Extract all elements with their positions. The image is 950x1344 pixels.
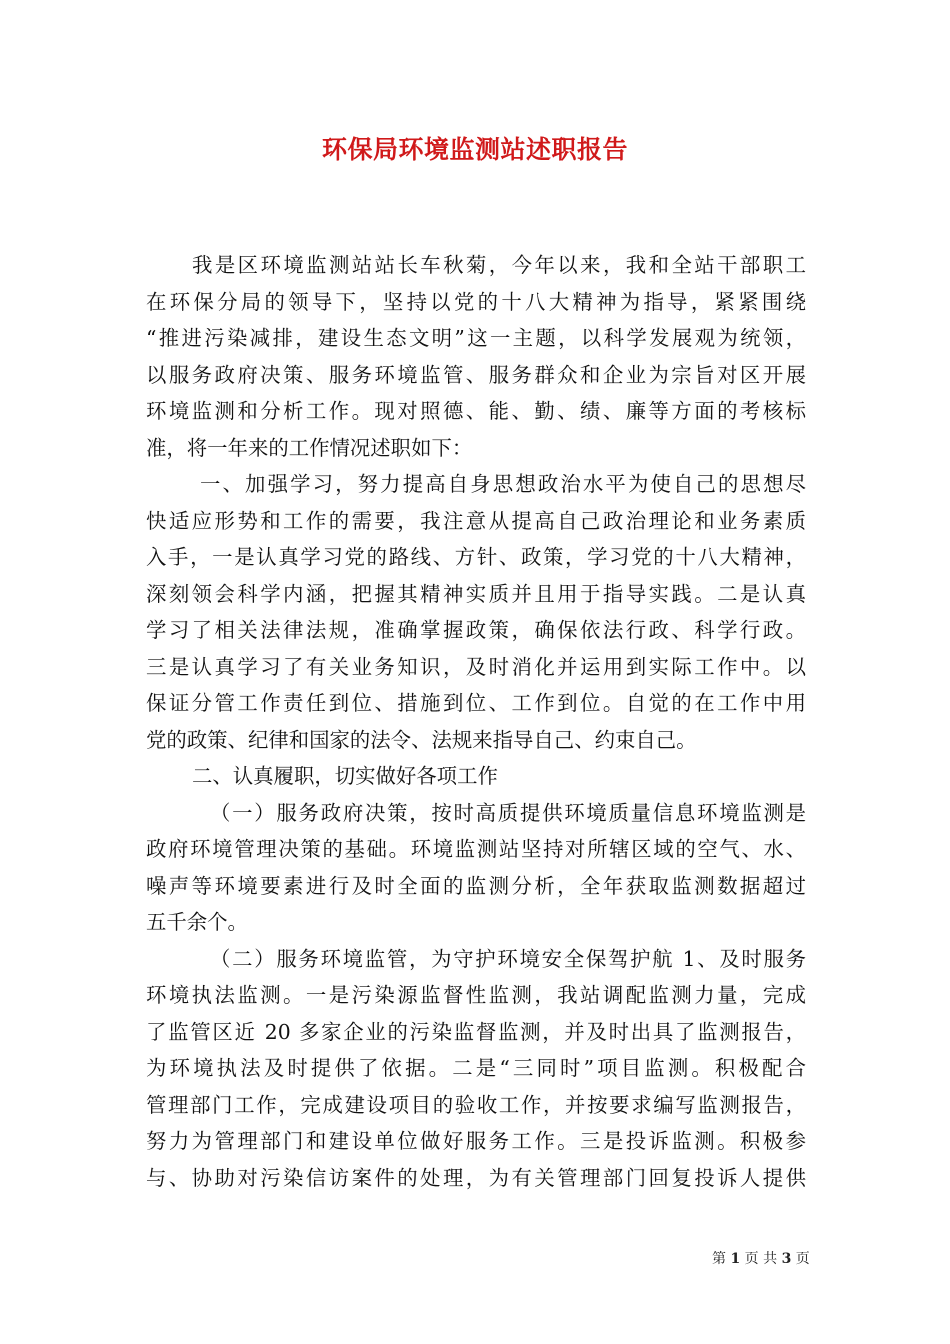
footer-mid: 页 共 (744, 1251, 778, 1267)
current-page-number: 1 (730, 1251, 741, 1267)
text-line: “推进污染减排，建设生态文明”这一主题，以科学发展观为统领， (146, 326, 806, 350)
text-line: 与、协助对污染信访案件的处理，为有关管理部门回复投诉人提供 (146, 1165, 806, 1190)
section-heading: 一、加强学习，努力提高自身思想政治水平为使自己的思想尽 (200, 472, 806, 496)
footer-prefix: 第 (712, 1251, 726, 1267)
subsection-line: （二）服务环境监管，为守护环境安全保驾护航 1、及时服务 (210, 946, 806, 971)
text-line: 管理部门工作，完成建设项目的验收工作，并按要求编写监测报告， (146, 1092, 806, 1117)
text-line: 在环保分局的领导下，坚持以党的十八大精神为指导，紧紧围绕 (146, 289, 806, 314)
text-line: 深刻领会科学内涵，把握其精神实质并且用于指导实践。二是认真 (146, 581, 806, 606)
text-line: 保证分管工作责任到位、措施到位、工作到位。自觉的在工作中用 (146, 691, 806, 715)
document-title: 环保局环境监测站述职报告 (321, 135, 628, 164)
text-line: 快适应形势和工作的需要，我注意从提高自己政治理论和业务素质 (146, 508, 806, 533)
text-line: 噪声等环境要素进行及时全面的监测分析，全年获取监测数据超过 (146, 873, 806, 898)
text-line: 为环境执法及时提供了依据。二是“三同时”项目监测。积极配合 (146, 1056, 806, 1080)
text-line: 准，将一年来的工作情况述职如下： (146, 435, 473, 460)
text-line: 三是认真学习了有关业务知识，及时消化并运用到实际工作中。以 (146, 654, 806, 679)
text-line: 党的政策、纪律和国家的法令、法规来指导自己、约束自己。 (146, 727, 697, 752)
text-line: 政府环境管理决策的基础。环境监测站坚持对所辖区域的空气、水、 (146, 837, 806, 861)
page-footer (712, 1248, 810, 1268)
section-heading: 二、认真履职，切实做好各项工作 (192, 764, 498, 788)
total-pages-number: 3 (781, 1251, 792, 1267)
text-line: 了监管区近 20 多家企业的污染监督监测，并及时出具了监测报告， (146, 1019, 806, 1044)
text-line: 以服务政府决策、服务环境监管、服务群众和企业为宗旨对区开展 (146, 362, 806, 387)
subsection-line: （一）服务政府决策，按时高质提供环境质量信息环境监测是 (210, 800, 806, 825)
text-line: 我是区环境监测站站长车秋菊，今年以来，我和全站干部职工 (192, 253, 806, 277)
text-line: 学习了相关法律法规，准确掌握政策，确保依法行政、科学行政。 (146, 618, 806, 642)
text-line: 入手，一是认真学习党的路线、方针、政策，学习党的十八大精神， (146, 545, 806, 569)
document-body (146, 247, 806, 1196)
text-line: 五千余个。 (146, 910, 248, 934)
text-line: 环境监测和分析工作。现对照德、能、勤、绩、廉等方面的考核标 (146, 399, 806, 423)
text-line: 环境执法监测。一是污染源监督性监测，我站调配监测力量，完成 (146, 983, 806, 1007)
footer-suffix: 页 (795, 1251, 810, 1267)
text-line: 努力为管理部门和建设单位做好服务工作。三是投诉监测。积极参 (146, 1129, 806, 1153)
